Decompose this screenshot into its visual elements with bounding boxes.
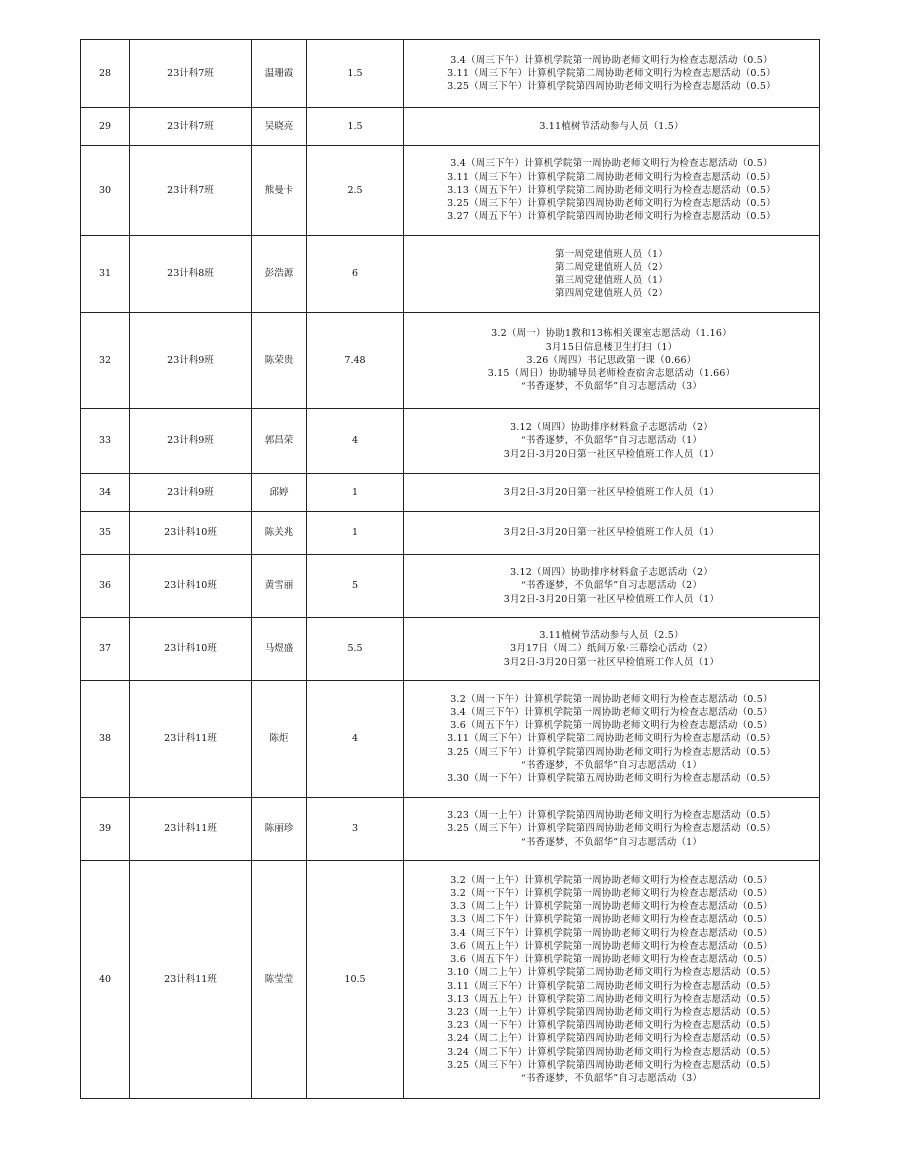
activity-line: 3.15（周日）协助辅导员老师检查宿舍志愿活动（1.66） [487, 368, 736, 380]
student-name-cell: 郭昌荣 [252, 409, 307, 474]
activity-line: 3.11（周三下午）计算机学院第二周协助老师文明行为检查志愿活动（0.5） [447, 980, 776, 992]
class-cell: 23计科11班 [130, 798, 252, 861]
volunteer-hours-cell: 3 [307, 798, 404, 861]
activity-line: 3.3（周二下午）计算机学院第一周协助老师文明行为检查志愿活动（0.5） [450, 914, 773, 926]
class-cell: 23计科9班 [130, 313, 252, 409]
row-number-cell: 38 [81, 681, 130, 798]
activities-cell [404, 146, 820, 236]
table-row [81, 555, 820, 618]
class-cell: 23计科10班 [130, 512, 252, 555]
activities-cell [404, 40, 820, 108]
activity-line: “书香逐梦，不负韶华”自习志愿活动（1） [520, 759, 703, 771]
table-row [81, 474, 820, 512]
row-number-cell: 33 [81, 409, 130, 474]
activities-cell [404, 474, 820, 512]
activities-cell [404, 409, 820, 474]
class-cell: 23计科9班 [130, 409, 252, 474]
volunteer-hours-cell: 1 [307, 512, 404, 555]
table-row [81, 512, 820, 555]
table-row [81, 40, 820, 108]
activity-line: 3.27（周五下午）计算机学院第四周协助老师文明行为检查志愿活动（0.5） [447, 211, 776, 223]
row-number-cell: 39 [81, 798, 130, 861]
activity-line: 3.4（周三下午）计算机学院第一周协助老师文明行为检查志愿活动（0.5） [450, 706, 773, 718]
volunteer-hours-cell: 4 [307, 409, 404, 474]
activity-line: 第一周党建值班人员（1） [555, 248, 668, 260]
student-name-cell: 吴晓亮 [252, 108, 307, 146]
activities-cell [404, 618, 820, 681]
activities-cell [404, 512, 820, 555]
activity-line: 3.12（周四）协助排序材料盒子志愿活动（2） [510, 567, 713, 579]
row-number-cell: 37 [81, 618, 130, 681]
student-name-cell: 邱婷 [252, 474, 307, 512]
activity-line: 3.6（周五下午）计算机学院第一周协助老师文明行为检查志愿活动（0.5） [450, 954, 773, 966]
activity-line: 3.2（周一上午）计算机学院第一周协助老师文明行为检查志愿活动（0.5） [450, 874, 773, 886]
activity-line: 3.10（周二上午）计算机学院第二周协助老师文明行为检查志愿活动（0.5） [447, 967, 776, 979]
volunteer-hours-table [80, 39, 820, 1099]
activity-line: 3月2日-3月20日第一社区早检值班工作人员（1） [503, 527, 720, 539]
row-number-cell: 30 [81, 146, 130, 236]
activity-line: “书香逐梦，不负韶华”自习志愿活动（3） [520, 381, 703, 393]
table-row [81, 146, 820, 236]
student-name-cell: 马煜盛 [252, 618, 307, 681]
activity-line: 3.6（周五下午）计算机学院第一周协助老师文明行为检查志愿活动（0.5） [450, 720, 773, 732]
table-row [81, 861, 820, 1099]
table-row [81, 313, 820, 409]
table-row [81, 108, 820, 146]
activity-line: 3.24（周二上午）计算机学院第四周协助老师文明行为检查志愿活动（0.5） [447, 1033, 776, 1045]
activity-line: 3.23（周一下午）计算机学院第四周协助老师文明行为检查志愿活动（0.5） [447, 1020, 776, 1032]
student-name-cell: 陈莹莹 [252, 861, 307, 1099]
student-name-cell: 温珊霞 [252, 40, 307, 108]
table-body [81, 40, 820, 1099]
row-number-cell: 35 [81, 512, 130, 555]
student-name-cell: 黄雪丽 [252, 555, 307, 618]
volunteer-hours-cell: 5.5 [307, 618, 404, 681]
activities-cell [404, 236, 820, 313]
class-cell: 23计科11班 [130, 681, 252, 798]
activity-line: 第二周党建值班人员（2） [555, 261, 668, 273]
activity-line: 第三周党建值班人员（1） [555, 275, 668, 286]
row-number-cell: 36 [81, 555, 130, 618]
volunteer-hours-cell: 6 [307, 236, 404, 313]
activity-line: “书香逐梦，不负韶华”自习志愿活动（2） [520, 580, 703, 592]
activity-line: 3.2（周一）协助1教和13栋相关课室志愿活动（1.16） [491, 328, 732, 340]
student-name-cell: 熊曼卡 [252, 146, 307, 236]
volunteer-hours-cell: 1.5 [307, 40, 404, 108]
activities-cell [404, 681, 820, 798]
table-row [81, 236, 820, 313]
table-row [81, 409, 820, 474]
table-row [81, 618, 820, 681]
activity-line: 3.4（周三下午）计算机学院第一周协助老师文明行为检查志愿活动（0.5） [450, 54, 773, 66]
activity-line: “书香逐梦，不负韶华”自习志愿活动（1） [520, 836, 703, 848]
class-cell: 23计科10班 [130, 618, 252, 681]
student-name-cell: 陈荣贵 [252, 313, 307, 409]
row-number-cell: 34 [81, 474, 130, 512]
table-row [81, 681, 820, 798]
activity-line: 3.23（周一上午）计算机学院第四周协助老师文明行为检查志愿活动（0.5） [447, 810, 776, 822]
activity-line: 3.6（周五上午）计算机学院第一周协助老师文明行为检查志愿活动（0.5） [450, 940, 773, 952]
activity-line: 3.11植树节活动参与人员（1.5） [539, 120, 684, 132]
activity-line: 3.2（周一下午）计算机学院第一周协助老师文明行为检查志愿活动（0.5） [450, 693, 773, 705]
row-number-cell: 31 [81, 236, 130, 313]
class-cell: 23计科7班 [130, 108, 252, 146]
activity-line: 3.13（周五下午）计算机学院第二周协助老师文明行为检查志愿活动（0.5） [447, 184, 776, 196]
row-number-cell: 28 [81, 40, 130, 108]
row-number-cell: 32 [81, 313, 130, 409]
volunteer-hours-cell: 1 [307, 474, 404, 512]
activity-line: 3.25（周三下午）计算机学院第四周协助老师文明行为检查志愿活动（0.5） [447, 1059, 776, 1071]
volunteer-hours-cell: 5 [307, 555, 404, 618]
class-cell: 23计科10班 [130, 555, 252, 618]
activities-cell [404, 798, 820, 861]
class-cell: 23计科7班 [130, 40, 252, 108]
volunteer-hours-cell: 2.5 [307, 146, 404, 236]
student-name-cell: 彭浩源 [252, 236, 307, 313]
activity-line: 3.24（周二下午）计算机学院第四周协助老师文明行为检查志愿活动（0.5） [447, 1046, 776, 1058]
activity-line: 3.12（周四）协助排序材料盒子志愿活动（2） [510, 422, 713, 434]
activity-line: 3月2日-3月20日第一社区早检值班工作人员（1） [503, 656, 720, 668]
activity-line: 3.11（周三下午）计算机学院第二周协助老师文明行为检查志愿活动（0.5） [447, 733, 776, 745]
activity-line: 3.2（周一下午）计算机学院第一周协助老师文明行为检查志愿活动（0.5） [450, 888, 773, 900]
activity-line: “书香逐梦，不负韶华”自习志愿活动（3） [520, 1072, 703, 1084]
activity-line: 3.13（周五上午）计算机学院第二周协助老师文明行为检查志愿活动（0.5） [447, 993, 776, 1005]
activity-line: 3.25（周三下午）计算机学院第四周协助老师文明行为检查志愿活动（0.5） [447, 746, 776, 758]
activity-line: 3月2日-3月20日第一社区早检值班工作人员（1） [503, 593, 720, 605]
activity-line: 3.4（周三下午）计算机学院第一周协助老师文明行为检查志愿活动（0.5） [450, 927, 773, 939]
student-name-cell: 陈丽珍 [252, 798, 307, 861]
table-row [81, 798, 820, 861]
activity-line: 3.11（周三下午）计算机学院第二周协助老师文明行为检查志愿活动（0.5） [447, 171, 776, 183]
activities-cell [404, 108, 820, 146]
activity-line: 3.11（周三下午）计算机学院第二周协助老师文明行为检查志愿活动（0.5） [447, 67, 776, 79]
activity-line: 3.26（周四）书记思政第一课（0.66） [526, 354, 697, 366]
activity-line: 3.4（周三下午）计算机学院第一周协助老师文明行为检查志愿活动（0.5） [450, 158, 773, 170]
activity-line: 3.25（周三下午）计算机学院第四周协助老师文明行为检查志愿活动（0.5） [447, 823, 776, 835]
activity-line: 3.25（周三下午）计算机学院第四周协助老师文明行为检查志愿活动（0.5） [447, 81, 776, 93]
activity-line: 3.25（周三下午）计算机学院第四周协助老师文明行为检查志愿活动（0.5） [447, 198, 776, 210]
volunteer-hours-cell: 10.5 [307, 861, 404, 1099]
volunteer-hours-cell: 4 [307, 681, 404, 798]
activity-line: 3月15日信息楼卫生打扫（1） [545, 341, 678, 353]
activity-line: 3.3（周二上午）计算机学院第一周协助老师文明行为检查志愿活动（0.5） [450, 901, 773, 913]
activity-line: 3月17日（周二）纸间万象·三幕绘心活动（2） [510, 643, 713, 655]
volunteer-hours-cell: 7.48 [307, 313, 404, 409]
class-cell: 23计科8班 [130, 236, 252, 313]
row-number-cell: 29 [81, 108, 130, 146]
volunteer-hours-cell: 1.5 [307, 108, 404, 146]
activities-cell [404, 555, 820, 618]
activity-line: 3.23（周一上午）计算机学院第四周协助老师文明行为检查志愿活动（0.5） [447, 1006, 776, 1018]
row-number-cell: 40 [81, 861, 130, 1099]
activity-line: 3.30（周一下午）计算机学院第五周协助老师文明行为检查志愿活动（0.5） [447, 773, 776, 784]
class-cell: 23计科7班 [130, 146, 252, 236]
activities-cell [404, 313, 820, 409]
activity-line: “书香逐梦，不负韶华”自习志愿活动（1） [520, 435, 703, 447]
activity-line: 3月2日-3月20日第一社区早检值班工作人员（1） [503, 448, 720, 460]
activities-cell [404, 861, 820, 1099]
activity-line: 3.11植树节活动参与人员（2.5） [539, 630, 684, 642]
class-cell: 23计科9班 [130, 474, 252, 512]
student-name-cell: 陈关兆 [252, 512, 307, 555]
student-name-cell: 陈炬 [252, 681, 307, 798]
class-cell: 23计科11班 [130, 861, 252, 1099]
activity-line: 3月2日-3月20日第一社区早检值班工作人员（1） [503, 486, 720, 498]
activity-line: 第四周党建值班人员（2） [555, 288, 668, 300]
